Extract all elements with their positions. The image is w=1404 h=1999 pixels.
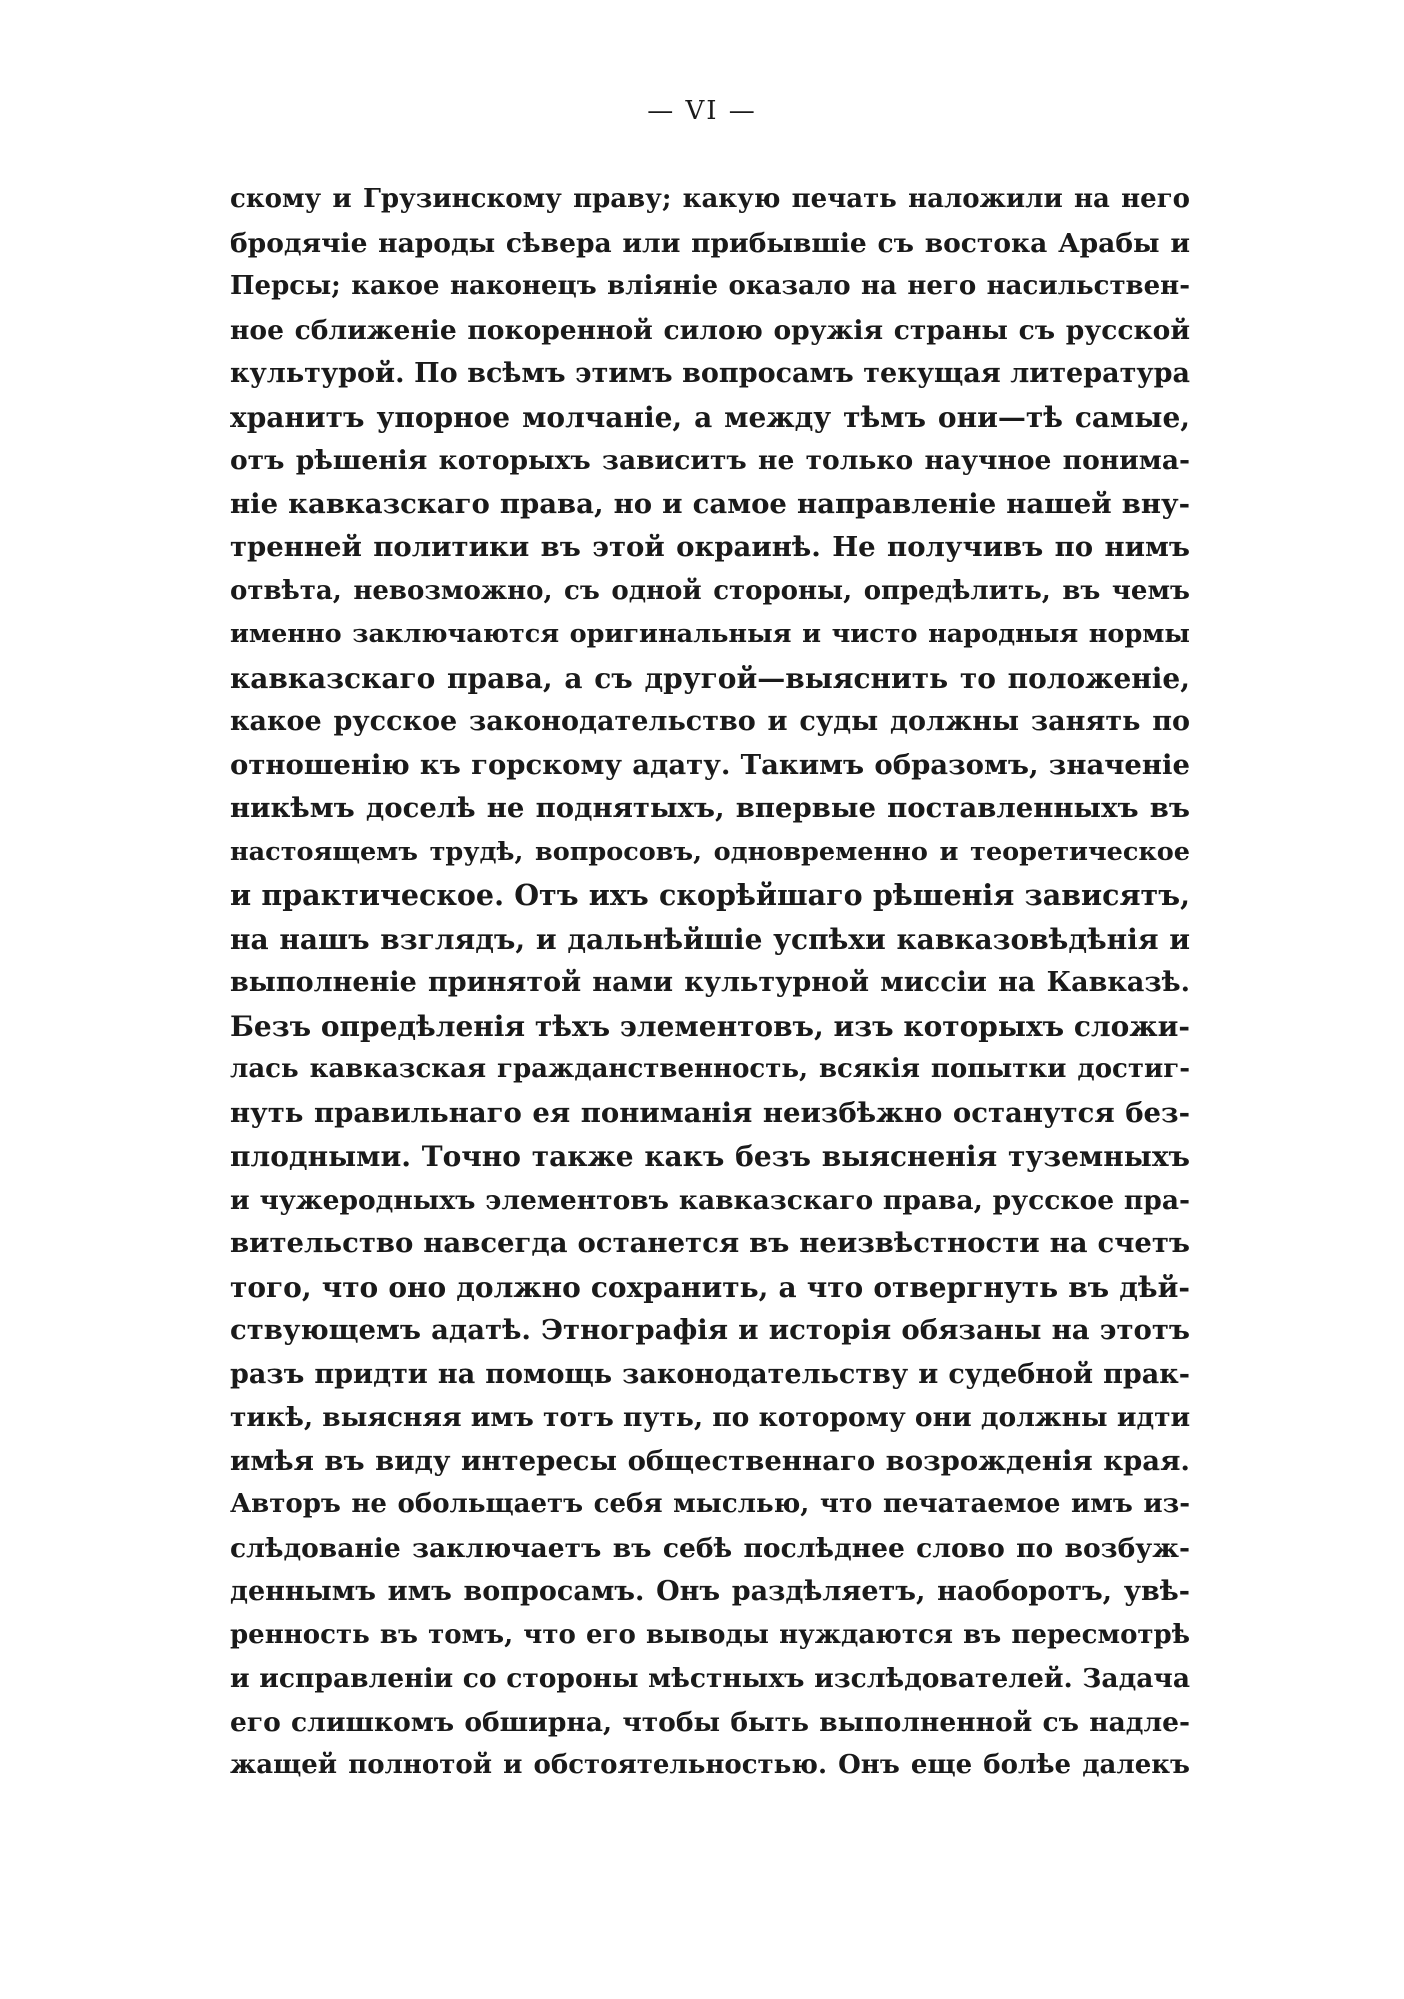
text-line: выполненіе принятой нами культурной миссіи на Кавказѣ. — [230, 967, 1190, 998]
text-line: тикѣ, выясняя имъ тотъ путь, по которому они должны идти — [230, 1402, 1191, 1433]
text-line: его слишкомъ обширна, чтобы быть выполненной съ надле- — [230, 1706, 1190, 1738]
text-line: имѣя въ виду интересы общественнаго возрожденія края. — [230, 1444, 1190, 1477]
text-line: и чужеродныхъ элементовъ кавказскаго права, русское пра- — [230, 1184, 1190, 1216]
text-line: какое русское законодательство и суды должны занять по — [230, 706, 1190, 737]
text-line: деннымъ имъ вопросамъ. Онъ раздѣляетъ, наоборотъ, увѣ- — [230, 1576, 1190, 1607]
text-line: бродячіе народы сѣвера или прибывшіе съ востока Арабы и — [230, 227, 1190, 259]
text-line: лась кавказская гражданственность, всякія попытки достиг- — [230, 1054, 1190, 1084]
text-line: хранитъ упорное молчаніе, а между тѣмъ они—тѣ самые, — [230, 400, 1190, 434]
text-line: и практическое. Отъ ихъ скорѣйшаго рѣшенія зависятъ, — [230, 878, 1190, 912]
text-line: жащей полнотой и обстоятельностью. Онъ еще болѣе далекъ — [230, 1750, 1190, 1780]
page-number: — VI — — [647, 96, 757, 126]
text-line: на нашъ взглядъ, и дальнѣйшіе успѣхи кавказовѣдѣнія и — [230, 922, 1190, 956]
text-line: тренней политики въ этой окраинѣ. Не получивъ по нимъ — [230, 531, 1190, 563]
text-line: нуть правильнаго ея пониманія неизбѣжно останутся без- — [230, 1096, 1190, 1129]
text-line: отношенію къ горскому адату. Такимъ образомъ, значеніе — [230, 748, 1190, 781]
text-line: того, что оно должно сохранить, а что отвергнуть въ дѣй- — [230, 1270, 1190, 1304]
text-line: кавказскаго права, а съ другой—выяснить то положеніе, — [230, 661, 1190, 695]
text-line: ніе кавказскаго права, но и самое направленіе нашей вну- — [230, 487, 1190, 520]
text-line: именно заключаются оригинальныя и чисто народныя нормы — [230, 619, 1190, 649]
text-line: слѣдованіе заключаетъ въ себѣ послѣднее слово по возбуж- — [230, 1532, 1190, 1564]
text-line: вительство навсегда останется въ неизвѣстности на счетъ — [230, 1227, 1190, 1259]
text-line: ствующемъ адатѣ. Этнографія и исторія обязаны на этотъ — [230, 1314, 1190, 1346]
text-line: разъ придти на помощь законодательству и судебной прак- — [230, 1358, 1190, 1390]
text-line: ное сближеніе покоренной силою оружія страны съ русской — [230, 314, 1190, 346]
text-line: Авторъ не обольщаетъ себя мыслью, что печатаемое имъ из- — [230, 1489, 1190, 1519]
body-text — [230, 178, 1190, 1788]
text-line: никѣмъ доселѣ не поднятыхъ, впервые поставленныхъ въ — [230, 792, 1190, 824]
text-line: и исправленіи со стороны мѣстныхъ изслѣдователей. Задача — [230, 1663, 1190, 1694]
text-line: настоящемъ трудѣ, вопросовъ, одновременно и теоретическое — [230, 836, 1190, 867]
text-line: Персы; какое наконецъ вліяніе оказало на него насильствен- — [230, 271, 1190, 301]
text-line: отъ рѣшенія которыхъ зависитъ не только научное понима- — [230, 445, 1190, 476]
text-line: скому и Грузинскому праву; какую печать наложили на него — [230, 184, 1190, 214]
text-line: плодными. Точно также какъ безъ выясненія туземныхъ — [230, 1140, 1190, 1173]
text-line: Безъ опредѣленія тѣхъ элементовъ, изъ которыхъ сложи- — [230, 1009, 1190, 1043]
text-line: отвѣта, невозможно, съ одной стороны, опредѣлить, въ чемъ — [230, 575, 1190, 606]
text-line: культурой. По всѣмъ этимъ вопросамъ текущая литература — [230, 358, 1190, 389]
text-line: ренность въ томъ, что его выводы нуждаются въ пересмотрѣ — [230, 1619, 1190, 1650]
